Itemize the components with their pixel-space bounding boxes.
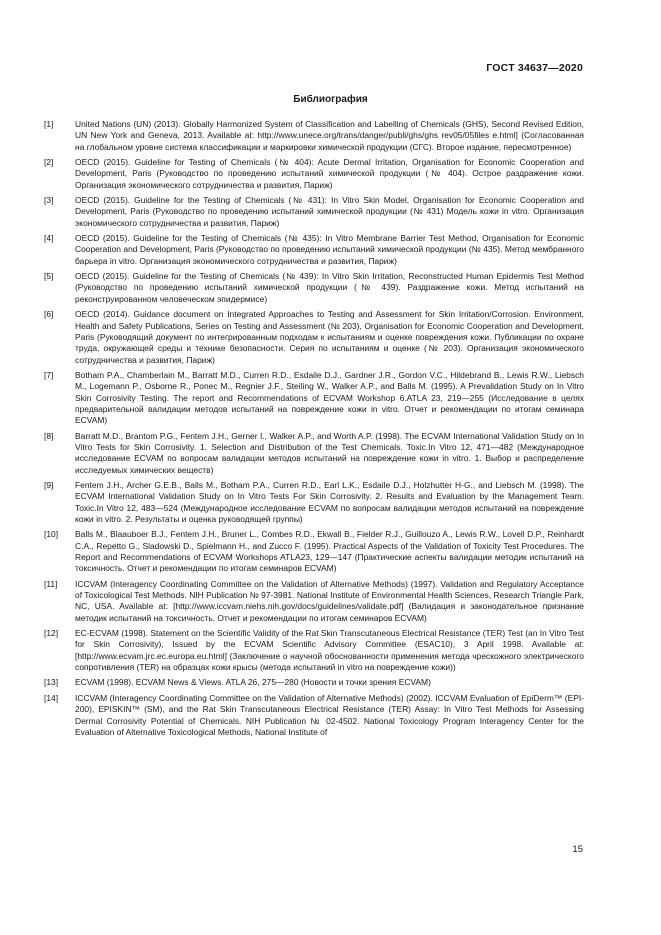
reference-number: [5]: [44, 271, 54, 282]
reference-number: [3]: [44, 195, 54, 206]
reference-item: [44, 579, 584, 624]
reference-item: [44, 480, 584, 525]
reference-list: [44, 119, 584, 742]
reference-text: OECD (2015). Guideline for Testing of Chemicals (№ 404): Acute Dermal Irritation, Organisation for Economic Cooperation and Development, Paris (Руководство по проведению испытаний химической продукции (№ 404). Острое раздражение кожи. Организация экономического сотрудничества и развития, Париж): [75, 157, 584, 190]
page-number: 15: [572, 844, 583, 855]
reference-number: [12]: [44, 628, 59, 639]
reference-number: [4]: [44, 233, 54, 244]
reference-item: [44, 271, 584, 305]
reference-item: [44, 628, 584, 673]
reference-text: OECD (2015). Guideline for the Testing of Chemicals (№ 431): In Vitro Skin Model, Organisation for Economic Cooperation and Development, Paris (Руководство по проведению испытаний химической продукции (№ 431) Модель кожи in vitro. Организация экономического сотрудничества и развития, Париж): [75, 195, 584, 228]
reference-text: ICCVAM (Interagency Coordinating Committee on the Validation of Alternative Methods) (2002). ICCVAM Evaluation of EpiDerm™ (EPI-200), EPISKIN™ (SM), and the Rat Skin Transcutaneous Electrical Resistance (TER) Assay: In Vitro Test Methods for Assessing Dermal Corrosivity Potential of Chemicals. NIH Publication № 02-4502. National Toxicology Program Interagency Center for the Evaluation of Alternative Toxicological Methods, National Institute of: [75, 692, 584, 737]
reference-item: [44, 157, 584, 191]
reference-number: [2]: [44, 157, 54, 168]
reference-number: [11]: [44, 578, 58, 589]
reference-item: [44, 693, 584, 738]
reference-text: OECD (2015). Guideline for the Testing of Chemicals (№ 435): In Vitro Membrane Barrier Test Method, Organisation for Economic Cooperation and Development, Paris (Руководство по проведению испытаний химической продукции (№ 435). Метод мембранного барьера in vitro. Организация экономического сотрудничества и развития, Париж): [75, 233, 584, 266]
reference-number: [14]: [44, 692, 59, 703]
reference-number: [1]: [44, 119, 54, 129]
reference-number: [8]: [44, 430, 54, 441]
reference-item: [44, 677, 584, 688]
bibliography-title: Библиография: [293, 94, 368, 105]
reference-item: [44, 309, 584, 366]
reference-text: OECD (2014). Guidance document on Integrated Approaches to Testing and Assessment for Skin Irritation/Corrosion. Environment, Health and Safety Publications, Series on Testing and Assessment (№ 203), Organisation for Economic Cooperation and Development, Paris (Руководящий документ по интегрированным подходам к испытаниям и оценке повреждения кожи. Публикации по охране труда, окружающей среды и технике безопасности. Серия по испытаниям и оценке (№ 203). Организация экономического сотрудничества и развития, Париж): [75, 309, 584, 365]
reference-item: [44, 529, 584, 574]
reference-text: Balls M., Blaauboer B.J., Fentem J.H., Bruner L., Combes R.D., Ekwall B., Fielder R.J., Guillouzo A., Lewis R.W., Lovell D.P., Reinhardt C.A., Repetto G., Sladowski D., Spielmann H., and Zucco F. (1995). Practical Aspects of the Validation of Toxicity Test Procedures. The Report and Recommendations of ECVAM Workshops ATLA23, 129—147 (Практические аспекты валидации методик испытаний на токсичность. Отчет и рекомендации по итогам семинаров ECVAM): [75, 529, 584, 574]
reference-number: [6]: [44, 309, 54, 320]
reference-text: United Nations (UN) (2013). Globally Harmonized System of Classification and Labelling of Chemicals (GHS), Second Revised Edition, UN New York and Geneva, 2013. Available at: http://www.unece.org/trans/danger/publi/ghs/ghs rev05/05files e.html] (Согласованная на глобальном уровне система классификации и маркировки химической продукции (СГС). Второе издание, пересмотренное): [75, 119, 584, 152]
reference-text: Fentem J.H., Archer G.E.B., Balls M., Botham P.A., Curren R.D., Earl L.K., Esdaile D.J., Holzhutter H-G., and Liebsch M. (1998). The ECVAM International Validation Study on In Vitro Tests For Skin Corrosivity. 2. Results and Evaluation by the Management Team. Toxic.In Vitro 12, 483—524 (Международное исследование ECVAM по вопросам валидации методов испытаний на повреждение кожи in vitro. 2. Результаты и оценка руководящей группы): [75, 479, 584, 524]
reference-item: [44, 370, 584, 427]
reference-text: EC-ECVAM (1998). Statement on the Scientific Validity of the Rat Skin Transcutaneous Electrical Resistance (TER) Test (an In Vitro Test for Skin Corrosivity), Issued by the ECVAM Scientific Advisory Committee (ESAC10), 3 April 1998. Available at: [http://www.ecvam.jrc.ec.europa.eu.html] (Заключение о научной обоснованности применения метода чрескожного электрического сопротивления (TER) на образцах кожи крысы (метода испытаний in vitro на повреждение кожи)): [75, 628, 584, 673]
reference-text: ECVAM (1998). ECVAM News & Views. ATLA 26, 275—280 (Новости и точки зрения ECVAM): [75, 677, 431, 688]
reference-number: [9]: [44, 479, 54, 490]
reference-item: [44, 431, 584, 476]
reference-number: [13]: [44, 677, 59, 688]
reference-item: [44, 233, 584, 267]
reference-text: ICCVAM (Interagency Coordinating Committee on the Validation of Alternative Methods) (1997). Validation and Regulatory Acceptance of Toxicological Test Methods. NIH Publication № 97-3981. National Institute of Environmental Health Sciences, Research Triangle Park, NC, USA. Available at: [http://www.iccvam.niehs.nih.gov/docs/guidelines/validate.pdf] (Валидация и законодательное признание методик испытаний на токсичность. Отчет и рекомендации по итогам семинаров ECVAM): [75, 578, 584, 623]
reference-text: OECD (2015). Guideline for the Testing of Chemicals (№ 439): In Vitro Skin Irritation, Reconstructed Human Epidermis Test Method (Руководство по проведению испытаний химической продукции (№ 439). Раздражение кожи. Метод испытаний на реконструированном человеческом эпидермисе): [75, 271, 584, 304]
reference-item: [44, 119, 584, 153]
reference-text: Barratt M.D., Brantom P.G., Fentem J.H., Gerner I., Walker A.P., and Worth A.P. (1998). The ECVAM International Validation Study on In Vitro Tests for Skin Corrosivity. 1. Selection and Distribution of the Test Chemicals. Toxic.In Vitro 12, 471—482 (Международное исследование ECVAM по вопросам валидации методов испытаний на повреждение кожи in vitro. 1. Выбор и распределение исследуемых химических веществ): [75, 430, 584, 475]
standard-code: ГОСТ 34637—2020: [486, 62, 583, 74]
reference-number: [7]: [44, 369, 54, 380]
reference-item: [44, 195, 584, 229]
reference-text: Botham P.A., Chamberlain M., Barratt M.D., Curren R.D., Esdaile D.J., Gardner J.R., Gordon V.C., Hildebrand B., Lewis R.W., Liebsch M., Logemann P., Osborne R., Ponec M., Regnier J.F., Steiling W., Walker A.P., and Balls M. (1995). A Prevalidation Study on In Vitro Skin Corrosivity Testing. The report and Recommendations of ECVAM Workshop 6.ATLA 23, 219—255 (Исследование в целях предварительной валидации методов испытаний на повреждение кожи in vitro. Отчет и рекомендации по итогам семинара ECVAM): [75, 369, 584, 426]
reference-number: [10]: [44, 529, 59, 540]
